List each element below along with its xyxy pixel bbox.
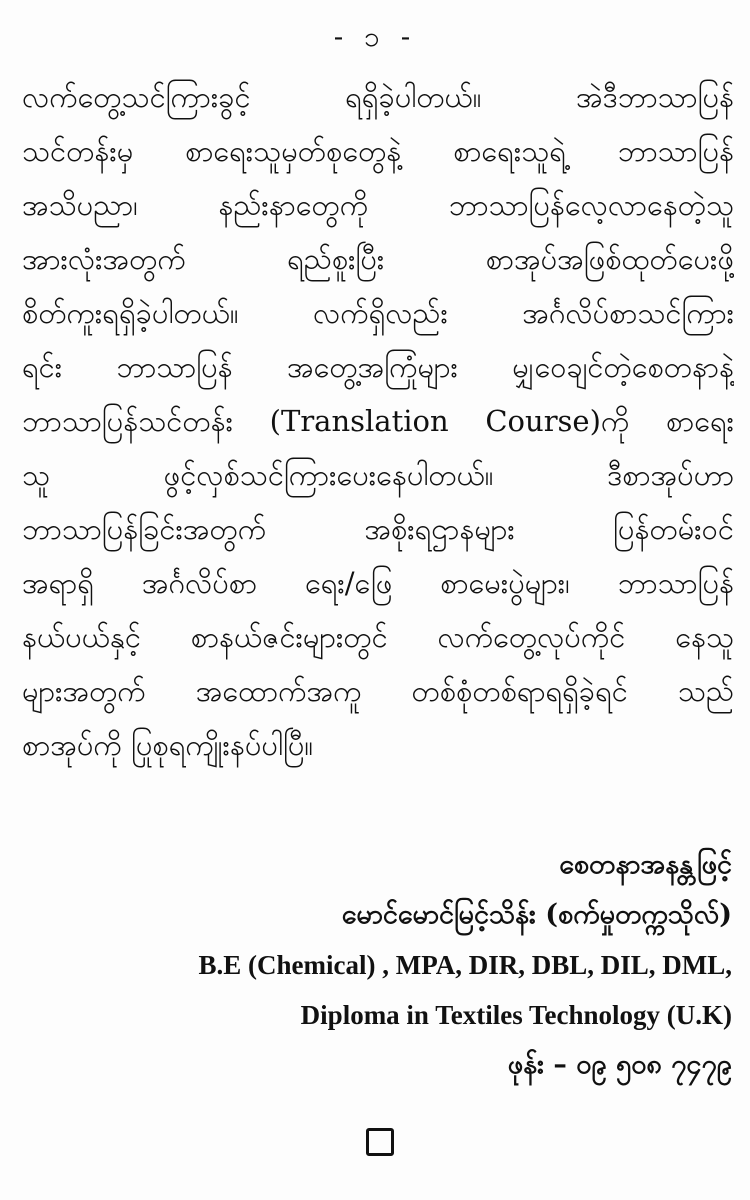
author-degrees: B.E (Chemical) , MPA, DIR, DBL, DIL, DML, (198, 950, 732, 980)
body-line: များအတွက် အထောက်အကူ တစ်စုံတစ်ရာရရှိခဲ့ရင် သည် (22, 674, 734, 708)
body-line: ဘာသာပြန်ခြင်းအတွက် အစိုးရဌာနများ ပြန်တမ်းဝင် (22, 512, 734, 546)
body-line: အသိပညာ၊ နည်းနာတွေကို ဘာသာပြန်လေ့လာနေတဲ့သူ (22, 188, 734, 222)
author-name: မောင်မောင်မြင့်သိန်း (စက်မှုတက္ကသိုလ်) (341, 899, 732, 930)
body-line: သူ ဖွင့်လှစ်သင်ကြားပေးနေပါတယ်။ ဒီစာအုပ်ဟာ (22, 458, 734, 492)
body-line: စိတ်ကူးရရှိခဲ့ပါတယ်။ လက်ရှိလည်း အင်္ဂလိပ်စာသင်ကြား (22, 296, 734, 330)
author-diploma: Diploma in Textiles Technology (U.K) (300, 1000, 732, 1030)
signature-closing: စေတနာအနန္တဖြင့် (559, 849, 732, 880)
body-line: လက်တွေ့သင်ကြားခွင့် ရရှိခဲ့ပါတယ်။ အဲဒီဘာသာပြန် (22, 80, 734, 114)
author-phone: ဖုန်း – ၀၉ ၅၀၈ ၇၄၇၉ (507, 1049, 732, 1080)
body-line: စာအုပ်ကို ပြုစုရကျိုးနပ်ပါပြီ။ (22, 728, 314, 762)
author-signature (32, 840, 732, 1090)
body-line: ဘာသာပြန်သင်တန်း (Translation Course)ကို စာရေး (22, 404, 734, 438)
body-paragraph (22, 70, 734, 772)
body-line: အရာရှိ အင်္ဂလိပ်စာ ရေး/ဖြေ စာမေးပွဲများ၊ ဘာသာပြန် (22, 566, 734, 600)
body-line: ရင်း ဘာသာပြန် အတွေ့အကြုံများ မျှဝေချင်တဲ့စေတနာနဲ့ (22, 350, 734, 384)
body-line: နယ်ပယ်နှင့် စာနယ်ဇင်းများတွင် လက်တွေ့လုပ်ကိုင် နေသူ (22, 620, 734, 654)
page-number: - ၁ - (333, 20, 417, 53)
body-line: အားလုံးအတွက် ရည်စူးပြီး စာအုပ်အဖြစ်ထုတ်ပေးဖို့ (22, 242, 734, 276)
body-line: သင်တန်းမှ စာရေးသူမှတ်စုတွေနဲ့ စာရေးသူရဲ့ ဘာသာပြန် (22, 134, 734, 168)
square-outline-icon (366, 1128, 394, 1156)
